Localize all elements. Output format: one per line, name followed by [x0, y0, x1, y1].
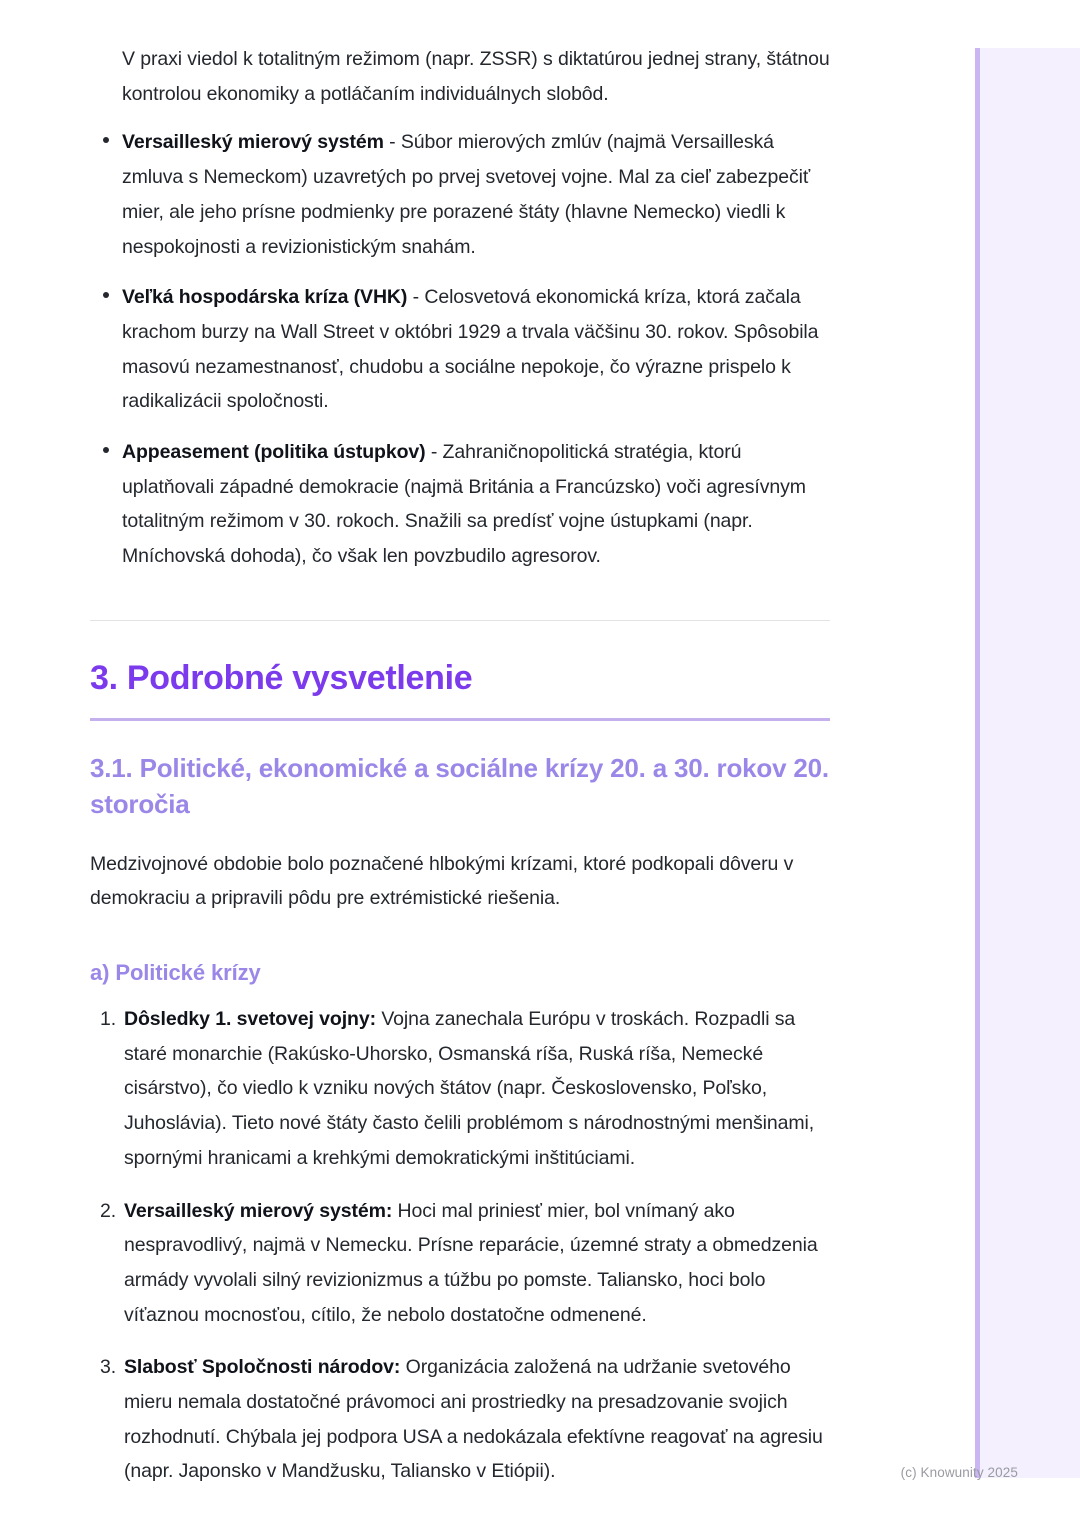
term-label: Versailleský mierový systém — [122, 131, 384, 154]
list-item — [90, 280, 830, 419]
section-divider — [90, 620, 830, 621]
list-item-number: 3. — [100, 1356, 117, 1379]
term-description: - Celosvetová ekonomická kríza, ktorá začala krachom burzy na Wall Street v októbri 1929 a trvala väčšinu 30. rokov. Spôsobila masovú nezamestnanosť, chudobu a sociálne nepokoje, čo výrazne prispelo k radikalizácii spoločnosti. — [122, 286, 819, 413]
copyright-watermark: (c) Knowunity 2025 — [900, 1465, 1018, 1480]
minor-heading: a) Politické krízy — [90, 960, 261, 985]
bullet-dot-icon — [103, 447, 109, 453]
section-heading: 3. Podrobné vysvetlenie — [90, 658, 473, 697]
list-item — [90, 435, 830, 574]
list-item — [90, 1350, 830, 1489]
list-item-number: 1. — [100, 1008, 117, 1030]
term-description: - Zahraničnopolitická stratégia, ktorú uplatňovali západné demokracie (najmä Británia a Francúzsko) voči agresívnym totalitným režimom v 30. rokoch. Snažili sa predísť vojne ústupkami (napr. Mníchovská dohoda), čo však len povzbudilo agresorov. — [122, 441, 806, 568]
item-label: Dôsledky 1. svetovej vojny: — [124, 1008, 376, 1030]
item-description: Hoci mal priniesť mier, bol vnímaný ako nespravodlivý, najmä v Nemecku. Prísne reparácie, územné straty a obmedzenia armády vyvolali silný revizionizmus a túžbu po pomste. Taliansko, hoci bolo víťaznou mocnosťou, cítilo, že nebolo dostatočne odmenené. — [124, 1199, 818, 1326]
section-heading-underline — [90, 718, 830, 721]
list-item — [90, 1002, 830, 1176]
bullet-dot-icon — [103, 292, 109, 298]
item-description: Organizácia založená na udržanie svetového mieru nemala dostatočné právomoci ani prostriedky na presadzovanie svojich rozhodnutí. Chýbala jej podpora USA a nedokázala efektívne reagovať na agresiu (napr. Japonsko v Mandžusku, Taliansko v Etiópii). — [124, 1356, 823, 1483]
term-label: Appeasement (politika ústupkov) — [122, 441, 426, 464]
subsection-heading: 3.1. Politické, ekonomické a sociálne krízy 20. a 30. rokov 20. storočia — [90, 752, 829, 819]
intro-paragraph: V praxi viedol k totalitným režimom (napr. ZSSR) s diktatúrou jednej strany, štátnou kontrolou ekonomiky a potláčaním individuálnych slobôd. — [122, 48, 830, 105]
item-label: Slabosť Spoločnosti národov: — [124, 1356, 401, 1379]
subsection-paragraph: Medzivojnové obdobie bolo poznačené hlbokými krízami, ktoré podkopali dôveru v demokraciu a pripravili pôdu pre extrémistické riešenia. — [90, 852, 794, 910]
list-item — [90, 1194, 830, 1333]
term-label: Veľká hospodárska kríza (VHK) — [122, 286, 408, 309]
term-description: - Súbor mierových zmlúv (najmä Versailleská zmluva s Nemeckom) uzavretých po prvej svetovej vojne. Mal za cieľ zabezpečiť mier, ale jeho prísne podmienky pre porazené štáty (hlavne Nemecko) viedli k nespokojnosti a revizionistickým snahám. — [122, 131, 811, 258]
item-description: Vojna zanechala Európu v troskách. Rozpadli sa staré monarchie (Rakúsko-Uhorsko, Osmanská ríša, Ruská ríša, Nemecké cisárstvo), čo viedlo k vzniku nových štátov (napr. Československo, Poľsko, Juhoslávia). Tieto nové štáty často čelili problémom s národnostnými menšinami, spornými hranicami a krehkými demokratickými inštitúciami. — [124, 1008, 815, 1169]
bullet-dot-icon — [103, 137, 109, 143]
item-label: Versailleský mierový systém: — [124, 1199, 393, 1222]
list-item — [90, 125, 830, 264]
list-item-number: 2. — [100, 1199, 117, 1222]
political-crises-list — [90, 1002, 830, 1489]
key-terms-list — [90, 125, 830, 573]
